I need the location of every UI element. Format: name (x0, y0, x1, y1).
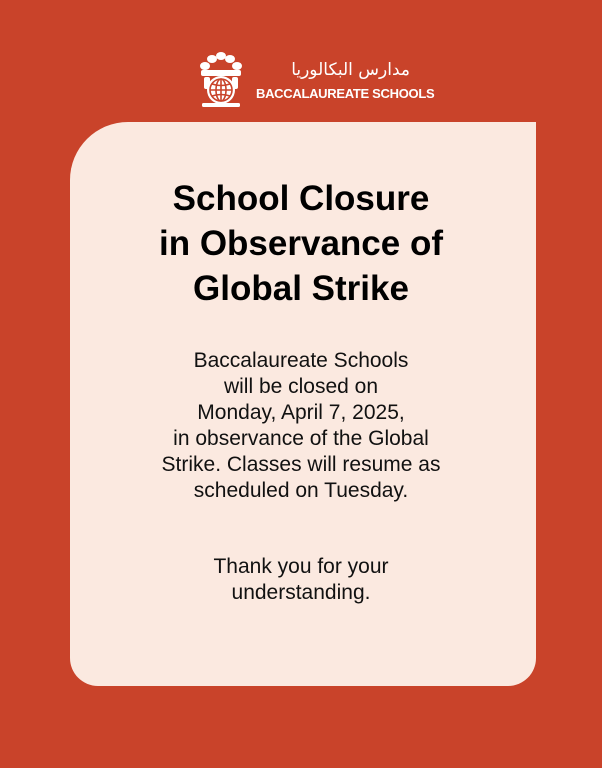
body-line: Monday, April 7, 2025, (197, 401, 405, 424)
logo-arabic-name: مدارس البكالوريا (291, 60, 410, 80)
body-line: scheduled on Tuesday. (193, 479, 409, 502)
globe-crest-icon (196, 50, 246, 108)
title-line: in Observance of (159, 224, 443, 263)
title-line: School Closure (172, 179, 430, 218)
notice-body (0, 348, 602, 504)
body-line: Strike. Classes will resume as (161, 453, 441, 476)
thanks-line: understanding. (231, 581, 371, 604)
thanks-line: Thank you for your (213, 555, 389, 578)
school-logo (196, 50, 435, 110)
body-line: in observance of the Global (173, 427, 429, 450)
logo-english-name: BACCALAUREATE SCHOOLS (256, 86, 435, 101)
body-line: will be closed on (223, 375, 379, 398)
notice-title (0, 176, 602, 311)
title-line: Global Strike (193, 269, 409, 308)
body-line: Baccalaureate Schools (193, 349, 409, 372)
thank-you-note (0, 554, 602, 606)
